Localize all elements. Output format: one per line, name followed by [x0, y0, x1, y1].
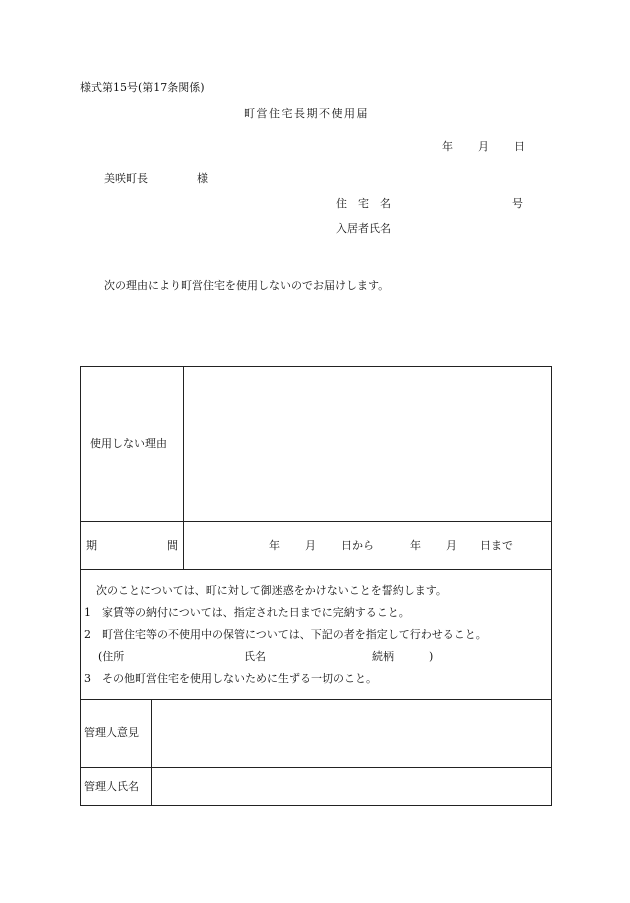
- period-from-day: 日から: [341, 539, 374, 552]
- pledge-item-1: 1 家賃等の納付については、指定された日までに完納すること。: [84, 606, 410, 619]
- manager-name-field[interactable]: [153, 769, 550, 805]
- house-name-label: 住 宅 名: [336, 197, 391, 210]
- addressee-honorific: 様: [197, 172, 208, 185]
- period-label-1: 期: [86, 539, 97, 552]
- col-divider-lower: [151, 699, 152, 806]
- pledge-sub-name: 氏名: [244, 650, 266, 663]
- date-day-label: 日: [514, 140, 525, 153]
- statement-text: 次の理由により町営住宅を使用しないのでお届けします。: [104, 279, 390, 292]
- date-month-label: 月: [478, 140, 489, 153]
- page-title: 町営住宅長期不使用届: [244, 107, 369, 120]
- date-year-label: 年: [442, 140, 453, 153]
- period-label-2: 間: [167, 539, 178, 552]
- manager-opinion-label: 管理人意見: [84, 726, 139, 739]
- manager-name-label: 管理人氏名: [84, 780, 139, 793]
- manager-opinion-field[interactable]: [153, 701, 550, 766]
- pledge-item-3: 3 その他町営住宅を使用しないために生ずる一切のこと。: [84, 672, 377, 685]
- col-divider-upper: [183, 366, 184, 569]
- reason-field[interactable]: [185, 368, 550, 520]
- period-to-day: 日まで: [480, 539, 513, 552]
- resident-name-label: 入居者氏名: [336, 222, 391, 235]
- period-to-month: 月: [446, 539, 457, 552]
- row-divider-period-top: [80, 521, 552, 522]
- reason-label: 使用しない理由: [90, 437, 167, 450]
- form-number: 様式第15号(第17条関係): [80, 81, 205, 94]
- period-from-month: 月: [305, 539, 316, 552]
- house-number-suffix: 号: [512, 197, 523, 210]
- pledge-sub-close: ): [429, 650, 434, 663]
- pledge-sub-relation: 続柄: [372, 650, 394, 663]
- pledge-intro: 次のことについては、町に対して御迷惑をかけないことを誓約します。: [96, 584, 447, 597]
- addressee-name: 美咲町長: [104, 172, 148, 185]
- row-divider-period-bottom: [80, 569, 552, 570]
- pledge-sub-address: (住所: [98, 650, 125, 663]
- pledge-item-2: 2 町営住宅等の不使用中の保管については、下記の者を指定して行わせること。: [84, 628, 487, 641]
- period-to-year: 年: [410, 539, 421, 552]
- period-from-year: 年: [269, 539, 280, 552]
